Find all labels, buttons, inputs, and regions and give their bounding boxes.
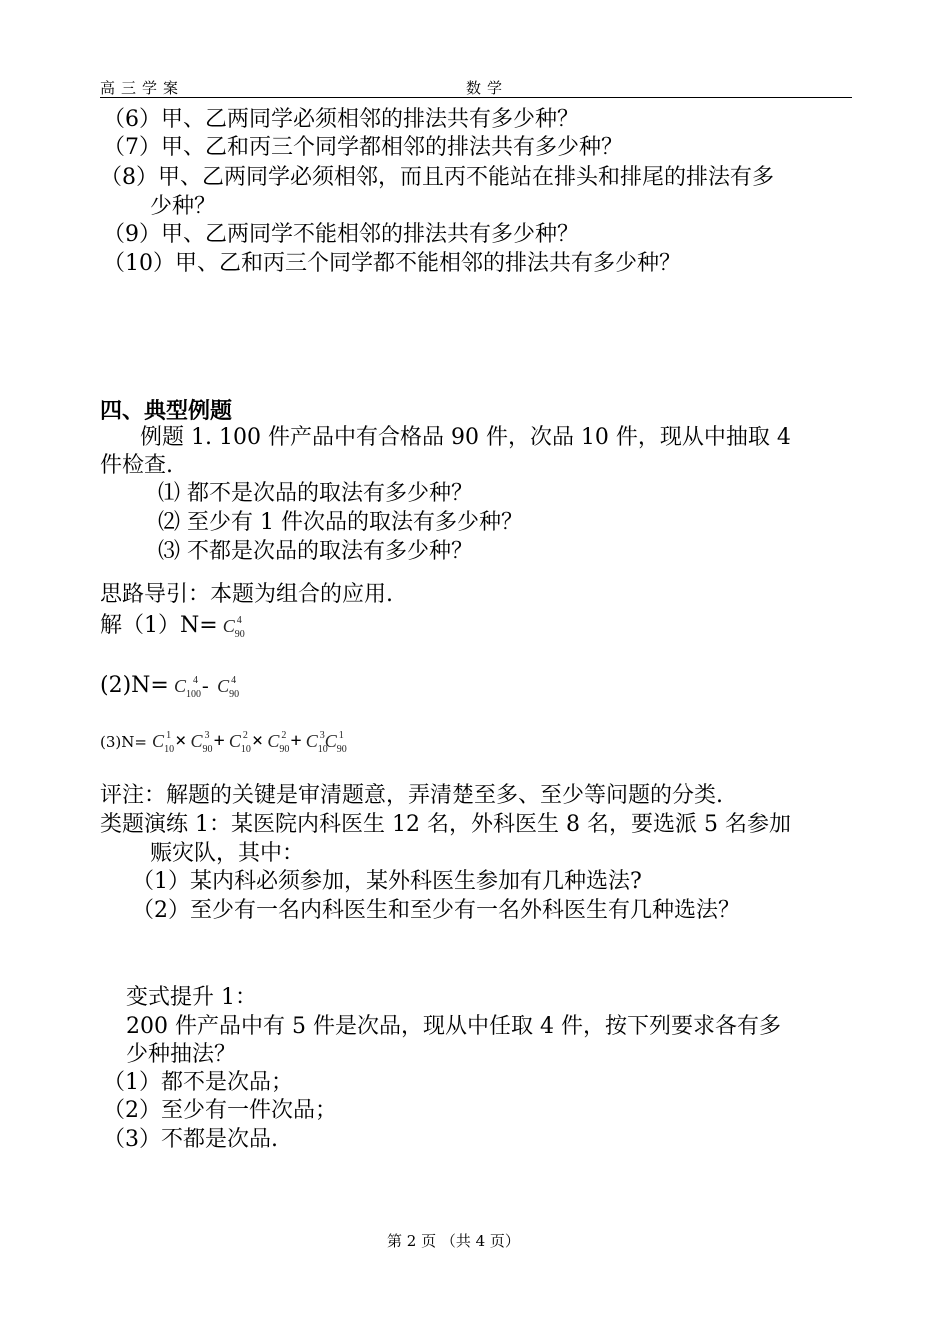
combination-formula: $C_{100}^4 - C_{90}^4$ xyxy=(173,675,240,700)
combination-formula: $C_{10}^1 \times C_{90}^3 + C_{10}^2 \times C_{90}^2 + C_{10}^3C_{90}^1$ xyxy=(152,730,347,755)
variant-line-2: 少种抽法？ xyxy=(126,1042,237,1067)
question-8-cont: 少种？ xyxy=(150,194,217,219)
solution-idea: 思路导引：本题为组合的应用. xyxy=(100,582,393,607)
solution-1 xyxy=(100,612,245,640)
header-rule xyxy=(100,97,852,98)
header-subject: 数学 xyxy=(466,79,509,97)
solution-2 xyxy=(100,672,240,700)
practice-question-1: （1）某内科必须参加，某外科医生参加有几种选法? xyxy=(132,869,642,894)
solution-1-label: 解（1）N= xyxy=(100,613,218,638)
variant-question-2: （2）至少有一件次品； xyxy=(103,1098,337,1123)
variant-question-3: （3）不都是次品. xyxy=(103,1127,278,1152)
comment: 评注：解题的关键是审清题意，弄清楚至多、至少等问题的分类. xyxy=(100,783,723,808)
question-8: （8）甲、乙两同学必须相邻，而且丙不能站在排头和排尾的排法有多 xyxy=(100,165,774,190)
example-line-1: 例题 1. 100 件产品中有合格品 90 件，次品 10 件，现从中抽取 4 xyxy=(140,425,791,450)
question-9: （9）甲、乙两同学不能相邻的排法共有多少种？ xyxy=(103,222,579,247)
question-7: （7）甲、乙和丙三个同学都相邻的排法共有多少种？ xyxy=(103,135,623,160)
practice-question-2: （2）至少有一名内科医生和至少有一名外科医生有几种选法？ xyxy=(132,898,740,923)
variant-title: 变式提升 1： xyxy=(126,985,257,1010)
question-10: （10）甲、乙和丙三个同学都不能相邻的排法共有多少种？ xyxy=(103,251,681,276)
question-6: （6）甲、乙两同学必须相邻的排法共有多少种？ xyxy=(103,107,579,132)
variant-line-1: 200 件产品中有 5 件是次品，现从中任取 4 件，按下列要求各有多 xyxy=(126,1014,781,1039)
practice-line-1: 类题演练 1：某医院内科医生 12 名，外科医生 8 名，要选派 5 名参加 xyxy=(100,812,791,837)
combination-formula: $C_{90}^4$ xyxy=(222,615,245,640)
solution-2-label: (2)N= xyxy=(100,673,169,698)
example-item-1: ⑴ 都不是次品的取法有多少种？ xyxy=(158,481,473,506)
example-item-3: ⑶ 不都是次品的取法有多少种？ xyxy=(158,539,473,564)
variant-question-1: （1）都不是次品； xyxy=(103,1070,293,1095)
page-footer: 第 2 页 （共 4 页） xyxy=(387,1232,520,1250)
solution-3 xyxy=(100,730,347,755)
practice-line-2: 赈灾队，其中： xyxy=(150,841,305,866)
header-left: 高三学案 xyxy=(100,79,185,97)
example-item-2: ⑵ 至少有 1 件次品的取法有多少种？ xyxy=(158,510,523,535)
solution-3-label: (3)N= xyxy=(100,733,147,751)
example-line-2: 件检查. xyxy=(100,453,173,478)
section-title: 四、典型例题 xyxy=(100,399,233,424)
